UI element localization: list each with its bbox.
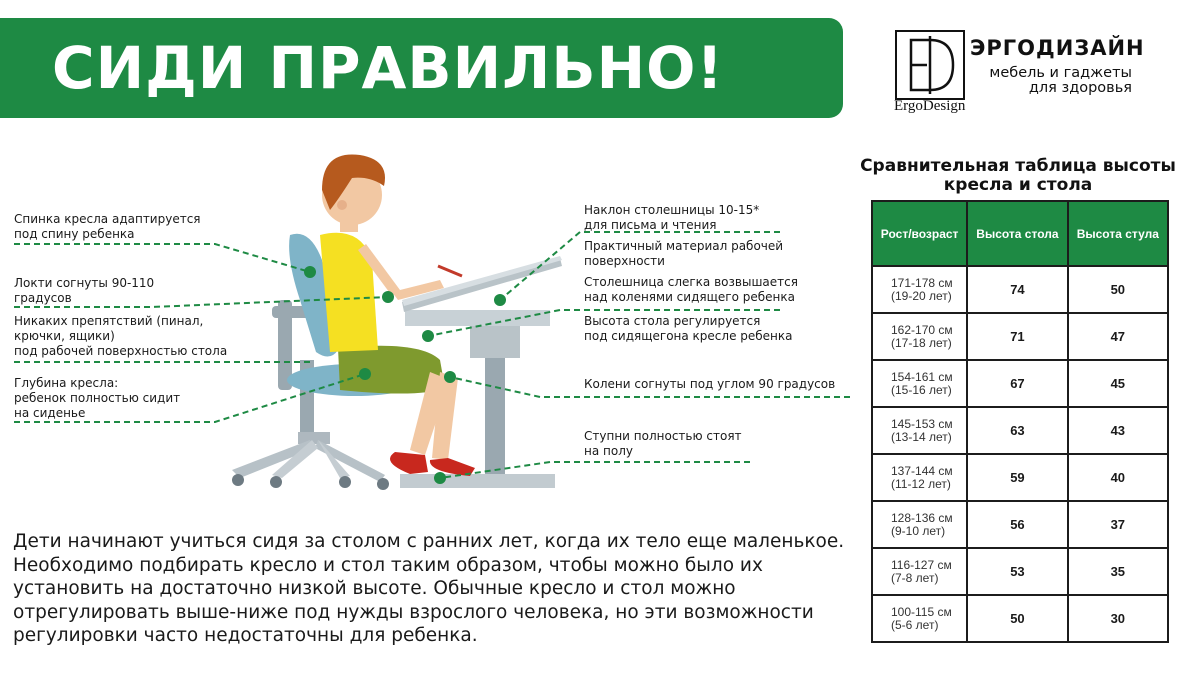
table-row [872, 266, 1168, 313]
desk-height-cell: 50 [967, 595, 1067, 642]
table-title: Сравнительная таблица высоты кресла и стола [860, 156, 1176, 195]
table-row [872, 501, 1168, 548]
desk-height-cell: 59 [967, 454, 1067, 501]
callout-no-obstacles: Никаких препятствий (пинал, крючки, ящики) под рабочей поверхностью стола [14, 314, 228, 358]
height-age-cell: 100-115 см (5-6 лет) [872, 595, 967, 642]
callout-tabletop-tilt: Наклон столешницы 10-15* для письма и чтения [584, 203, 760, 232]
chair-height-cell: 35 [1068, 548, 1168, 595]
height-age-cell: 171-178 см (19-20 лет) [872, 266, 967, 313]
table-row [872, 360, 1168, 407]
height-age-cell: 145-153 см (13-14 лет) [872, 407, 967, 454]
callout-seat-depth: Глубина кресла: ребенок полностью сидит на сиденье [14, 376, 181, 420]
callout-work-surface: Практичный материал рабочей поверхности [584, 239, 784, 268]
brand-tagline: мебель и гаджеты для здоровья [989, 65, 1132, 96]
height-age-cell: 116-127 см (7-8 лет) [872, 548, 967, 595]
header-desk-height: Высота стола [967, 201, 1067, 266]
table-row [872, 548, 1168, 595]
chair-height-cell: 37 [1068, 501, 1168, 548]
callout-desk-adjustable: Высота стола регулируется под сидящегона кресле ребенка [584, 314, 793, 343]
table-row [872, 595, 1168, 642]
height-age-cell: 137-144 см (11-12 лет) [872, 454, 967, 501]
callout-tabletop-height: Столешница слегка возвышается над коленями сидящего ребенка [584, 275, 798, 304]
callout-feet: Ступни полностью стоят на полу [584, 429, 742, 458]
table-row [872, 313, 1168, 360]
desk-height-cell: 67 [967, 360, 1067, 407]
height-age-cell: 128-136 см (9-10 лет) [872, 501, 967, 548]
height-age-cell: 154-161 см (15-16 лет) [872, 360, 967, 407]
chair-height-cell: 43 [1068, 407, 1168, 454]
callout-backrest: Спинка кресла адаптируется под спину ребенка [14, 212, 201, 241]
chair-height-cell: 40 [1068, 454, 1168, 501]
page-title: СИДИ ПРАВИЛЬНО! [52, 34, 724, 102]
desk-height-cell: 74 [967, 266, 1067, 313]
intro-paragraph: Дети начинают учиться сидя за столом с ранних лет, когда их тело еще маленькое. Необходимо подбирать кресло и стол таким образом, чтобы можно было их установить на достаточно низкой высоте. Обычные кресло и стол можно отрегулировать выше-ниже под нужды взрослого человека, но эти возможности регулировки часто недостаточны для ребенка. [13, 531, 845, 646]
desk-height-cell: 63 [967, 407, 1067, 454]
desk-height-cell: 71 [967, 313, 1067, 360]
chair-height-cell: 47 [1068, 313, 1168, 360]
table-row [872, 407, 1168, 454]
desk-height-cell: 53 [967, 548, 1067, 595]
logo-subtitle: ErgoDesign [894, 98, 966, 114]
table-header-row [872, 201, 1168, 266]
header-chair-height: Высота стула [1068, 201, 1168, 266]
height-age-cell: 162-170 см (17-18 лет) [872, 313, 967, 360]
chair-height-cell: 45 [1068, 360, 1168, 407]
header-height-age: Рост/возраст [872, 201, 967, 266]
ed-monogram-icon [897, 32, 963, 98]
chair-height-cell: 50 [1068, 266, 1168, 313]
callout-elbows: Локти согнуты 90-110 градусов [14, 276, 155, 305]
table-row [872, 454, 1168, 501]
callout-knees: Колени согнуты под углом 90 градусов [584, 377, 836, 391]
ergodesign-logo [895, 30, 965, 100]
brand-name: ЭРГОДИЗАЙН [970, 36, 1145, 60]
chair-height-cell: 30 [1068, 595, 1168, 642]
size-comparison-table [871, 200, 1169, 643]
desk-height-cell: 56 [967, 501, 1067, 548]
